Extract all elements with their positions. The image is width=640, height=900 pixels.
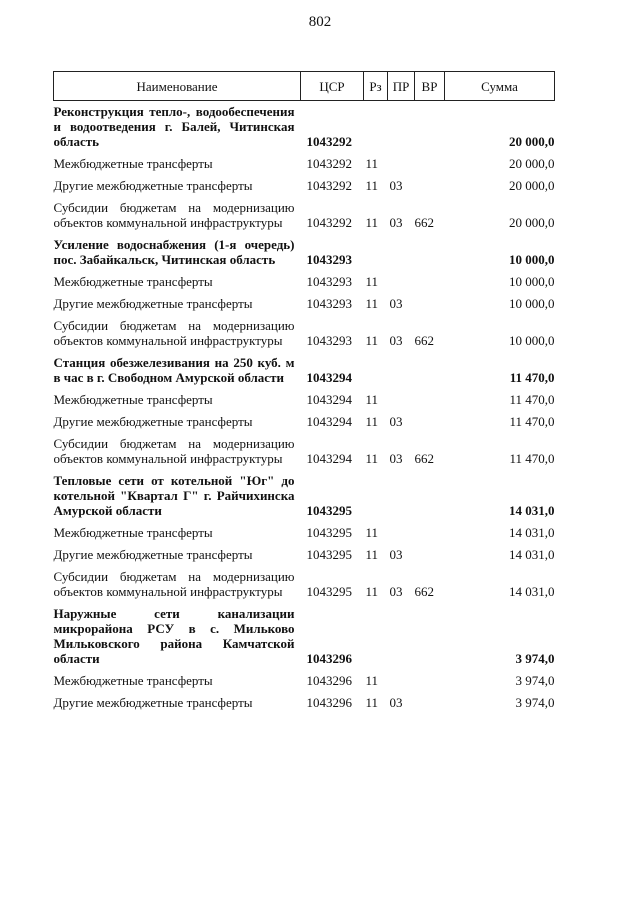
cell-rz (364, 470, 388, 522)
cell-rz (364, 101, 388, 154)
table-row (54, 670, 555, 692)
cell-pr: 03 (389, 333, 403, 348)
cell-rz: 11 (365, 547, 379, 562)
cell-pr (388, 153, 415, 175)
cell-vr: 662 (414, 451, 434, 466)
header-name: Наименование (54, 72, 301, 101)
cell-vr: 662 (414, 215, 434, 230)
cell-pr: 03 (389, 547, 403, 562)
cell-pr (388, 352, 415, 389)
cell-name: Межбюджетные трансферты (53, 525, 213, 540)
cell-vr: 662 (414, 333, 434, 348)
cell-vr (415, 544, 445, 566)
cell-name: Наружные сети канализации микрорайона РСУ в с. Мильково Мильковского района Камчатской области (53, 606, 295, 666)
cell-name: Субсидии бюджетам на модернизацию объектов коммунальной инфраструктуры (53, 200, 295, 230)
table-row (54, 315, 555, 352)
table-row (54, 433, 555, 470)
cell-pr (388, 234, 415, 271)
cell-vr (415, 389, 445, 411)
cell-rz: 11 (365, 525, 379, 540)
cell-vr (415, 234, 445, 271)
cell-name: Межбюджетные трансферты (53, 156, 213, 171)
cell-rz: 11 (365, 296, 379, 311)
table-row (54, 153, 555, 175)
cell-csr: 1043295 (306, 584, 352, 599)
cell-vr: 662 (414, 584, 434, 599)
cell-vr (415, 670, 445, 692)
cell-pr (388, 101, 415, 154)
table-row (54, 271, 555, 293)
cell-csr: 1043292 (306, 134, 352, 149)
cell-rz: 11 (365, 451, 379, 466)
table-row (54, 389, 555, 411)
cell-pr: 03 (389, 451, 403, 466)
cell-rz: 11 (365, 673, 379, 688)
cell-pr: 03 (389, 215, 403, 230)
cell-csr: 1043295 (306, 503, 352, 518)
cell-rz: 11 (365, 333, 379, 348)
table-body (54, 101, 555, 715)
cell-sum: 14 031,0 (509, 525, 555, 540)
cell-csr: 1043294 (306, 414, 352, 429)
cell-sum: 14 031,0 (509, 547, 555, 562)
table-row (54, 352, 555, 389)
cell-csr: 1043294 (306, 451, 352, 466)
cell-rz: 11 (365, 215, 379, 230)
table-row (54, 234, 555, 271)
cell-csr: 1043296 (306, 651, 352, 666)
cell-pr (388, 522, 415, 544)
cell-name: Субсидии бюджетам на модернизацию объектов коммунальной инфраструктуры (53, 318, 295, 348)
cell-csr: 1043294 (306, 370, 352, 385)
cell-sum: 3 974,0 (515, 651, 555, 666)
cell-name: Межбюджетные трансферты (53, 673, 213, 688)
cell-sum: 10 000,0 (509, 333, 555, 348)
cell-vr (415, 101, 445, 154)
cell-vr (415, 271, 445, 293)
table-row (54, 692, 555, 714)
table-row (54, 544, 555, 566)
cell-csr: 1043293 (306, 252, 352, 267)
cell-pr (388, 271, 415, 293)
cell-name: Реконструкция тепло-, водообеспечения и водоотведения г. Балей, Читинская область (53, 104, 295, 149)
table-row (54, 522, 555, 544)
cell-pr: 03 (389, 584, 403, 599)
cell-name: Другие межбюджетные трансферты (53, 296, 253, 311)
cell-sum: 11 470,0 (509, 392, 555, 407)
cell-name: Усиление водоснабжения (1-я очередь) пос. Забайкальск, Читинская область (53, 237, 295, 267)
cell-sum: 14 031,0 (509, 584, 555, 599)
table-row (54, 101, 555, 154)
cell-sum: 14 031,0 (509, 503, 555, 518)
cell-rz (364, 603, 388, 670)
cell-vr (415, 352, 445, 389)
cell-vr (415, 175, 445, 197)
table-row (54, 566, 555, 603)
cell-vr (415, 153, 445, 175)
cell-name: Тепловые сети от котельной "Юг" до котельной "Квартал Г" г. Райчихинска Амурской области (53, 473, 295, 518)
cell-name: Субсидии бюджетам на модернизацию объектов коммунальной инфраструктуры (53, 436, 295, 466)
table-row (54, 175, 555, 197)
table-row (54, 470, 555, 522)
cell-vr (415, 470, 445, 522)
cell-rz: 11 (365, 156, 379, 171)
cell-csr: 1043294 (306, 392, 352, 407)
cell-csr: 1043295 (306, 547, 352, 562)
cell-name: Межбюджетные трансферты (53, 274, 213, 289)
cell-vr (415, 603, 445, 670)
cell-sum: 3 974,0 (515, 673, 555, 688)
cell-rz: 11 (365, 178, 379, 193)
cell-vr (415, 293, 445, 315)
cell-rz: 11 (365, 584, 379, 599)
cell-pr (388, 470, 415, 522)
header-rz: Рз (364, 72, 388, 101)
cell-pr (388, 389, 415, 411)
cell-sum: 11 470,0 (509, 370, 555, 385)
cell-name: Другие межбюджетные трансферты (53, 178, 253, 193)
table-header-row (54, 72, 555, 101)
cell-name: Станция обезжелезивания на 250 куб. м в час в г. Свободном Амурской области (53, 355, 295, 385)
cell-name: Субсидии бюджетам на модернизацию объектов коммунальной инфраструктуры (53, 569, 295, 599)
cell-rz (364, 234, 388, 271)
cell-pr (388, 670, 415, 692)
cell-name: Другие межбюджетные трансферты (53, 695, 253, 710)
cell-csr: 1043296 (306, 695, 352, 710)
cell-sum: 20 000,0 (509, 178, 555, 193)
cell-sum: 10 000,0 (509, 274, 555, 289)
cell-sum: 20 000,0 (509, 134, 555, 149)
cell-rz: 11 (365, 414, 379, 429)
cell-csr: 1043295 (306, 525, 352, 540)
cell-rz: 11 (365, 392, 379, 407)
cell-vr (415, 522, 445, 544)
table-row (54, 197, 555, 234)
cell-sum: 11 470,0 (509, 451, 555, 466)
cell-csr: 1043293 (306, 274, 352, 289)
cell-rz: 11 (365, 695, 379, 710)
cell-sum: 3 974,0 (515, 695, 555, 710)
cell-pr: 03 (389, 178, 403, 193)
cell-pr: 03 (389, 414, 403, 429)
cell-sum: 20 000,0 (509, 156, 555, 171)
header-vr: ВР (415, 72, 445, 101)
cell-rz: 11 (365, 274, 379, 289)
cell-sum: 11 470,0 (509, 414, 555, 429)
cell-sum: 10 000,0 (509, 252, 555, 267)
cell-name: Другие межбюджетные трансферты (53, 547, 253, 562)
cell-sum: 20 000,0 (509, 215, 555, 230)
cell-csr: 1043293 (306, 333, 352, 348)
cell-rz (364, 352, 388, 389)
budget-table (53, 71, 555, 714)
cell-vr (415, 692, 445, 714)
cell-csr: 1043293 (306, 296, 352, 311)
cell-pr (388, 603, 415, 670)
cell-csr: 1043292 (306, 156, 352, 171)
header-sum: Сумма (445, 72, 555, 101)
header-pr: ПР (388, 72, 415, 101)
header-csr: ЦСР (301, 72, 364, 101)
cell-sum: 10 000,0 (509, 296, 555, 311)
table-row (54, 293, 555, 315)
cell-name: Другие межбюджетные трансферты (53, 414, 253, 429)
cell-name: Межбюджетные трансферты (53, 392, 213, 407)
cell-vr (415, 411, 445, 433)
page-number: 802 (308, 14, 332, 30)
cell-pr: 03 (389, 695, 403, 710)
cell-csr: 1043292 (306, 178, 352, 193)
table-row (54, 411, 555, 433)
cell-csr: 1043292 (306, 215, 352, 230)
table-row (54, 603, 555, 670)
cell-csr: 1043296 (306, 673, 352, 688)
cell-pr: 03 (389, 296, 403, 311)
